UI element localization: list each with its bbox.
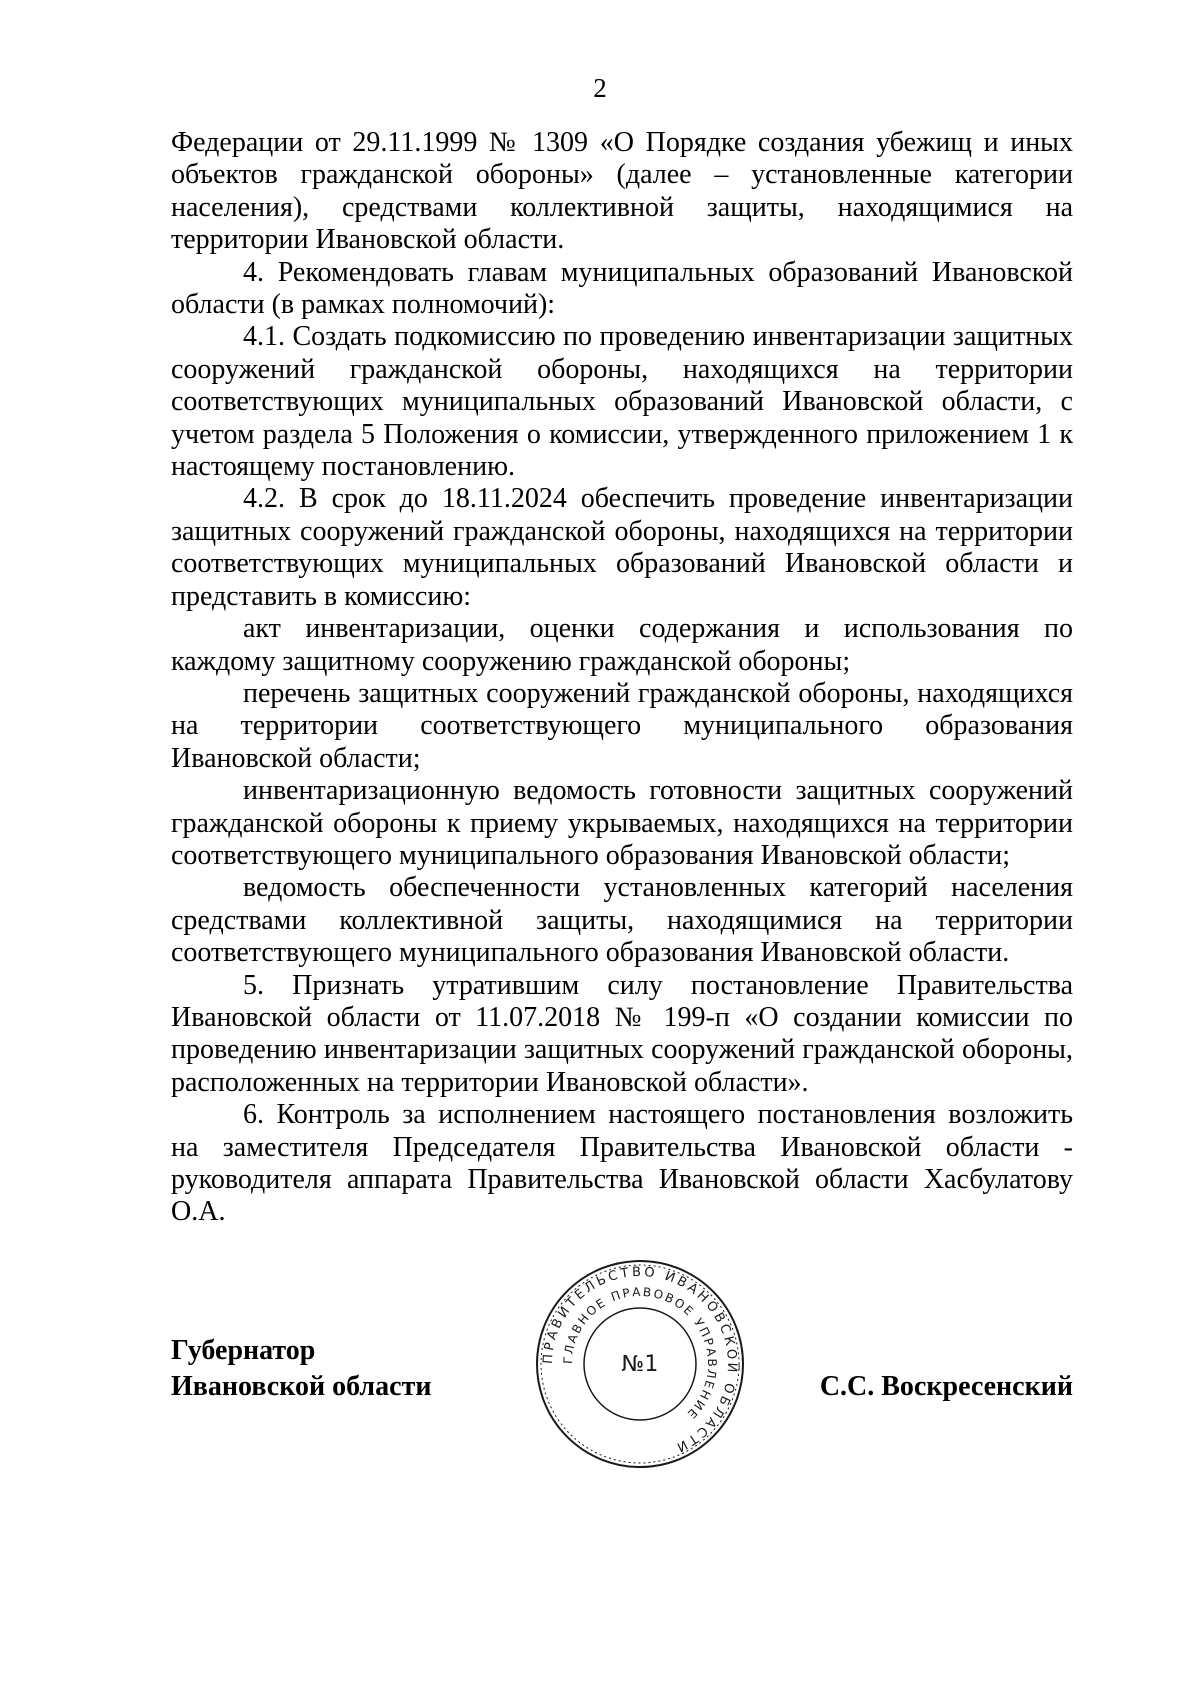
paragraph-item-6: 6. Контроль за исполнением настоящего постановления возложить на заместителя Председателя Правительства Ивановской области - руководителя аппарата Правительства Ивановской области Хасбулатову О.А. — [171, 1099, 1073, 1228]
seal-outer-text: ПРАВИТЕЛЬСТВО ИВАНОВСКОЙ ОБЛАСТИ — [540, 1264, 740, 1456]
signature-block — [171, 1333, 1073, 1413]
list-item-perechen: перечень защитных сооружений гражданской обороны, находящихся на территории соответствующего муниципального образования Ивановской области; — [171, 677, 1073, 774]
paragraph-item-4: 4. Рекомендовать главам муниципальных образований Ивановской области (в рамках полномочий): — [171, 256, 1073, 321]
paragraph-continuation: Федерации от 29.11.1999 № 1309 «О Порядке создания убежищ и иных объектов гражданской обороны» (далее – установленные категории населения), средствами коллективной защиты, находящимися на территории Ивановской области. — [171, 127, 1073, 256]
seal-inner-text: ГЛАВНОЕ ПРАВОВОЕ УПРАВЛЕНИЕ — [560, 1284, 720, 1423]
signatory-name: С.С. Воскресенский — [819, 1371, 1073, 1402]
signatory-title-line-2: Ивановской области — [171, 1371, 432, 1402]
document-body — [171, 127, 1073, 1229]
list-item-provision-sheet: ведомость обеспеченности установленных категорий населения средствами коллективной защиты, находящимися на территории соответствующего муниципального образования Ивановской области. — [171, 872, 1073, 969]
signatory-title — [171, 1333, 431, 1405]
list-item-inventory-sheet: инвентаризационную ведомость готовности защитных сооружений гражданской обороны к приему укрываемых, находящихся на территории соответствующего муниципального образования Ивановской области; — [171, 775, 1073, 871]
signatory-title-line-1: Губернатор — [171, 1335, 316, 1366]
paragraph-item-4-1: 4.1. Создать подкомиссию по проведению инвентаризации защитных сооружений гражданской обороны, находящихся на территории соответствующих муниципальных образований Ивановской области, с учетом раздела 5 Положения о комиссии, утвержденного приложением 1 к настоящему постановлению. — [171, 321, 1073, 483]
seal-number: №1 — [621, 1352, 659, 1377]
page-number: 2 — [593, 73, 607, 103]
paragraph-item-5: 5. Признать утратившим силу постановление Правительства Ивановской области от 11.07.2018 № 199-п «О создании комиссии по проведению инвентаризации защитных сооружений гражданской обороны, расположенных на территории Ивановской области». — [171, 969, 1073, 1098]
paragraph-item-4-2: 4.2. В срок до 18.11.2024 обеспечить проведение инвентаризации защитных сооружений гражданской обороны, находящихся на территории соответствующих муниципальных образований Ивановской области и представить в комиссию: — [171, 483, 1073, 612]
list-item-act: акт инвентаризации, оценки содержания и использования по каждому защитному сооружению гражданской обороны; — [171, 613, 1073, 677]
